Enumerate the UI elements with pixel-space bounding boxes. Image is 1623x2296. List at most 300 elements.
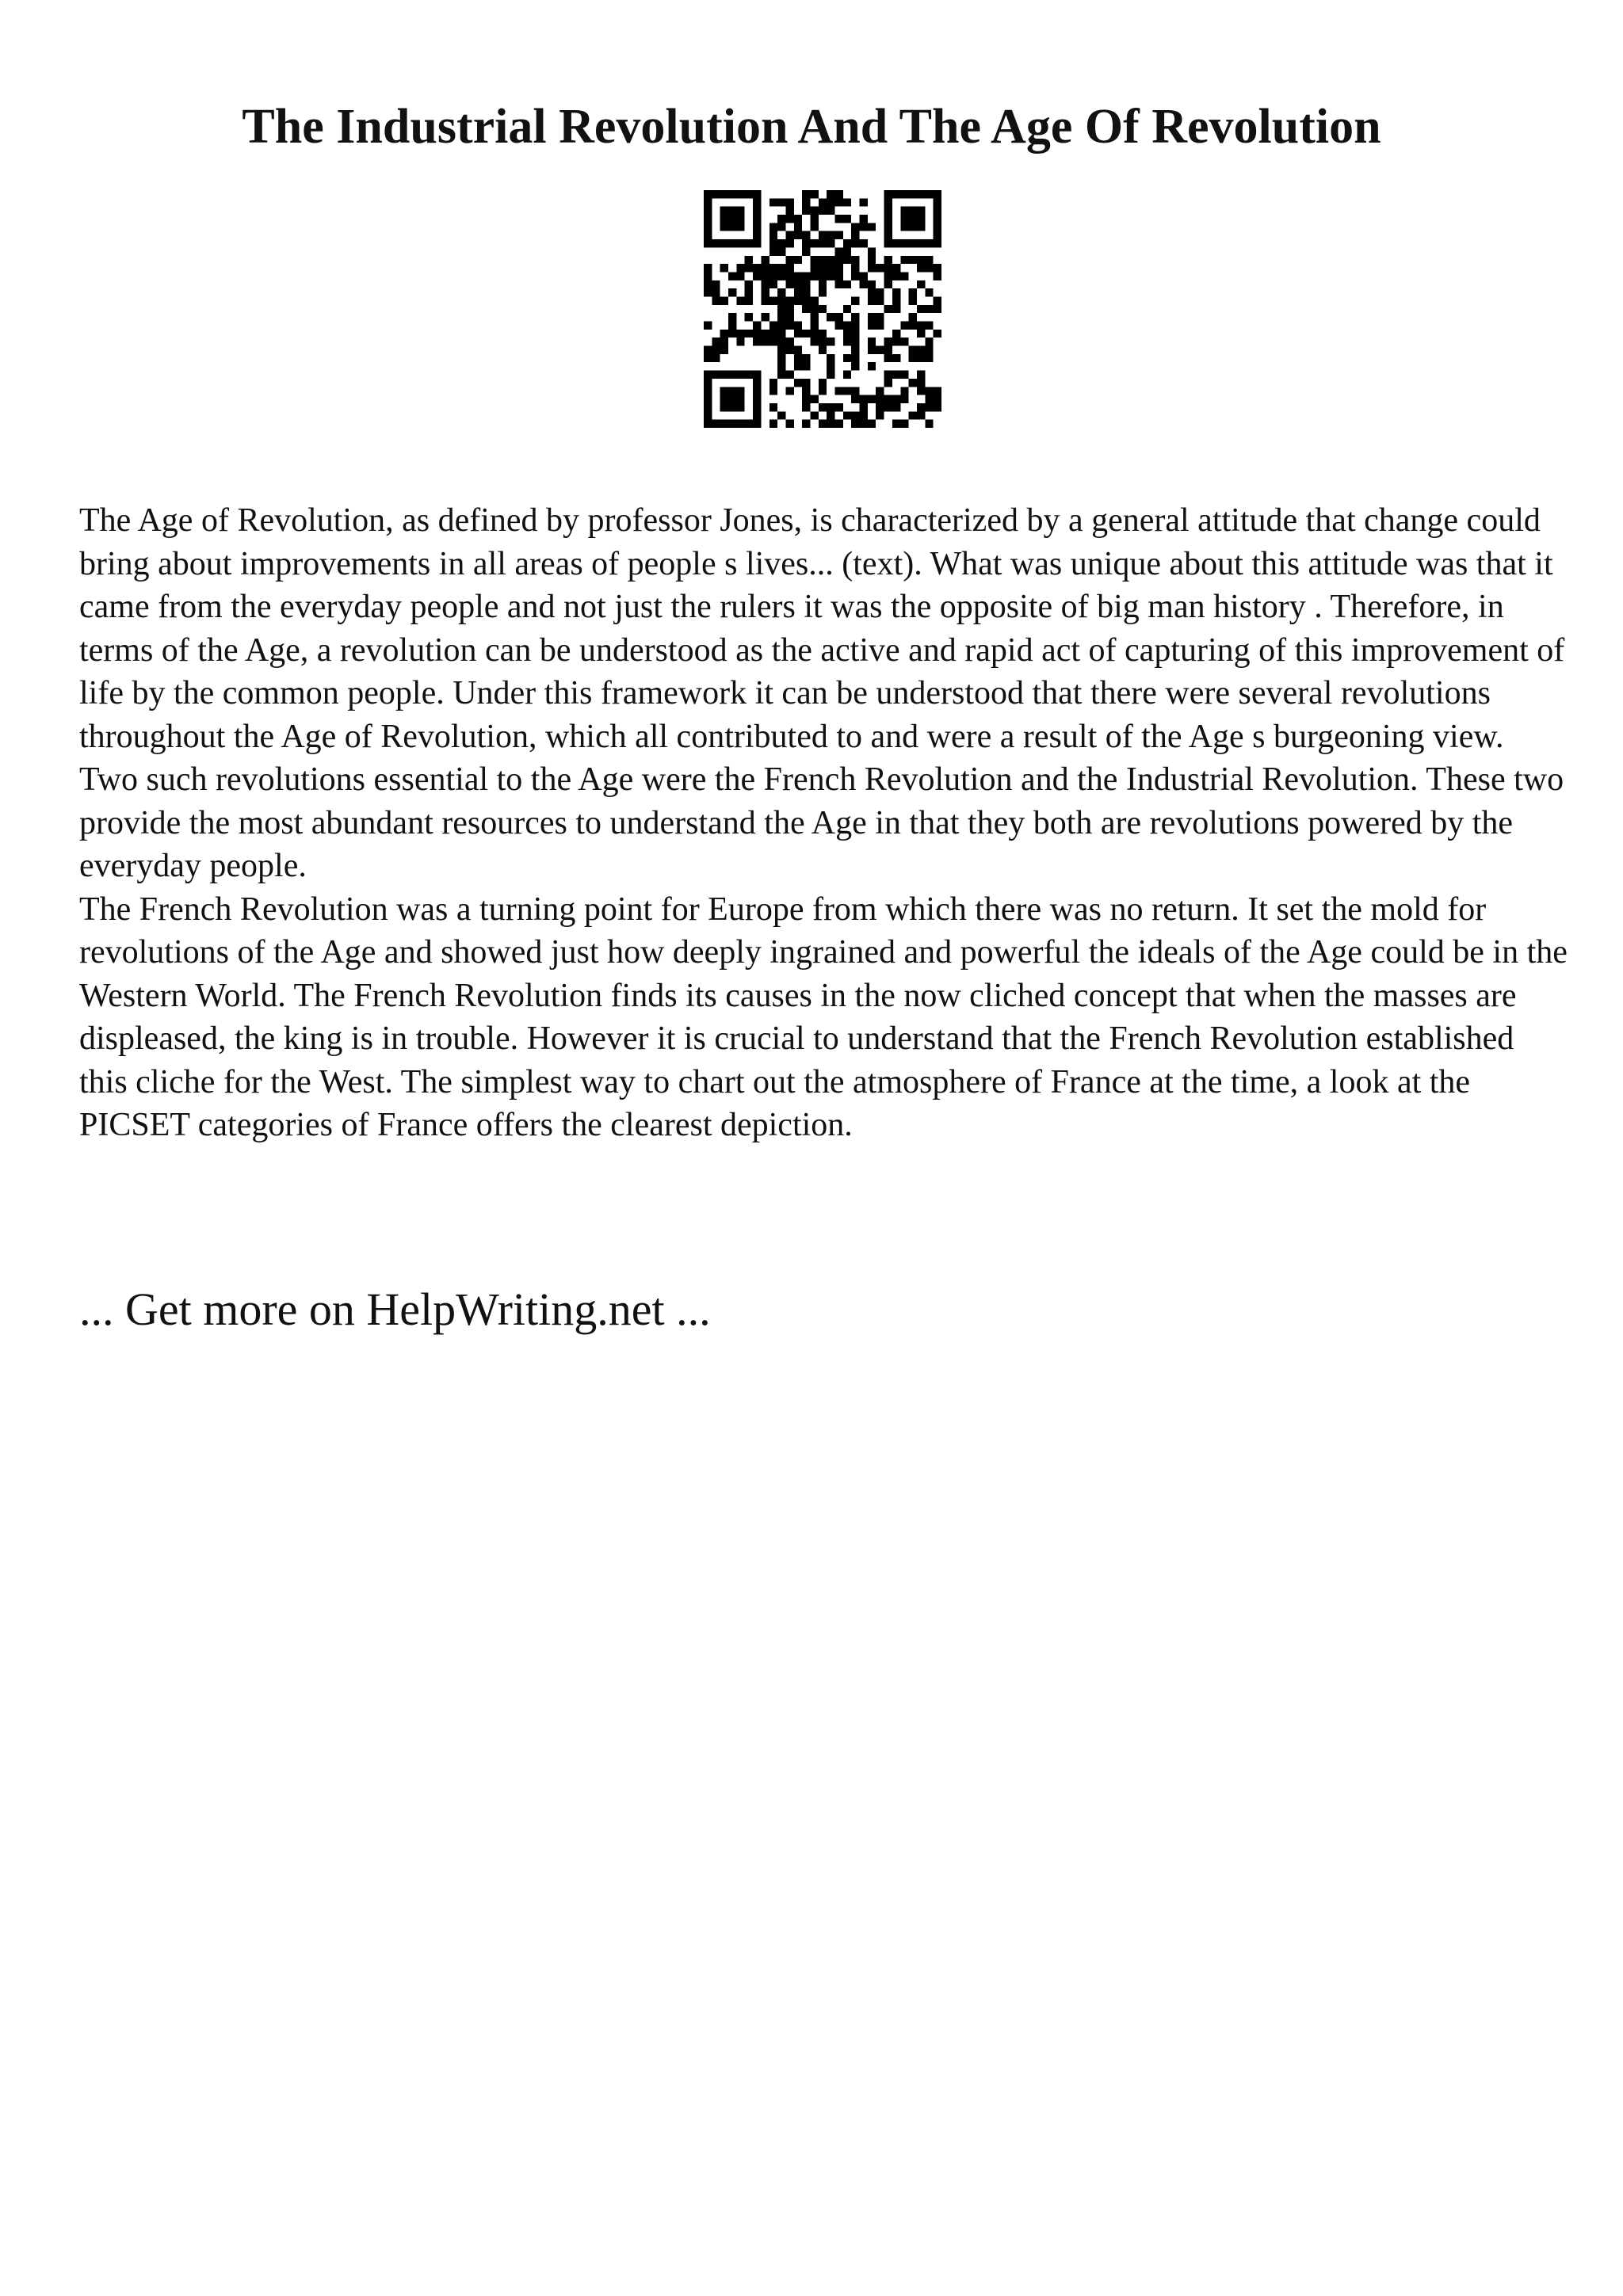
qr-module [892, 305, 900, 313]
qr-module [785, 207, 793, 215]
qr-module [819, 387, 827, 395]
qr-module [925, 395, 933, 403]
qr-module [704, 198, 712, 206]
qr-module [728, 239, 736, 247]
qr-module [851, 296, 859, 304]
qr-module [884, 207, 892, 215]
qr-module [827, 362, 834, 370]
qr-module [769, 403, 777, 411]
qr-module [819, 280, 827, 288]
qr-module [704, 207, 712, 215]
qr-module [794, 362, 802, 370]
qr-module [827, 411, 834, 419]
qr-module [851, 387, 859, 395]
qr-module [868, 346, 876, 354]
qr-module [810, 190, 818, 198]
qr-module [827, 338, 834, 345]
qr-module [753, 207, 761, 215]
qr-module [900, 223, 908, 231]
qr-module [704, 420, 712, 428]
qr-module [851, 420, 859, 428]
qr-module [835, 264, 843, 272]
qr-module [712, 371, 720, 379]
qr-module [819, 346, 827, 354]
qr-module [827, 239, 834, 247]
qr-module [728, 330, 736, 338]
qr-module [704, 215, 712, 223]
qr-module [785, 272, 793, 280]
qr-module [892, 272, 900, 280]
qr-module [712, 288, 720, 296]
qr-module [909, 411, 917, 419]
qr-module [736, 330, 744, 338]
qr-module [810, 305, 818, 313]
qr-module [728, 272, 736, 280]
qr-module [876, 395, 884, 403]
qr-module [843, 247, 851, 255]
qr-module [827, 256, 834, 264]
qr-module [868, 264, 876, 272]
qr-module [704, 354, 712, 362]
qr-module [851, 322, 859, 330]
qr-module [860, 411, 868, 419]
qr-module [876, 403, 884, 411]
qr-module [884, 239, 892, 247]
qr-module [712, 280, 720, 288]
qr-module [794, 215, 802, 223]
qr-module [736, 239, 744, 247]
qr-module [794, 330, 802, 338]
qr-module [802, 207, 810, 215]
qr-module [810, 322, 818, 330]
qr-module [868, 247, 876, 255]
qr-module [794, 296, 802, 304]
qr-module [769, 223, 777, 231]
qr-module [884, 231, 892, 239]
qr-module [761, 288, 769, 296]
qr-module [720, 215, 728, 223]
qr-module [769, 387, 777, 395]
qr-module [802, 296, 810, 304]
qr-module [917, 280, 925, 288]
qr-module [810, 330, 818, 338]
qr-module [753, 272, 761, 280]
qr-module [851, 231, 859, 239]
qr-code-graphic [704, 190, 941, 428]
qr-module [851, 411, 859, 419]
qr-module [728, 288, 736, 296]
qr-module [712, 296, 720, 304]
qr-module [827, 272, 834, 280]
qr-module [720, 403, 728, 411]
qr-module [736, 190, 744, 198]
qr-module [777, 305, 785, 313]
qr-module [777, 296, 785, 304]
qr-module [909, 190, 917, 198]
qr-module [892, 264, 900, 272]
qr-module [761, 280, 769, 288]
qr-module [917, 403, 925, 411]
qr-module [777, 313, 785, 321]
qr-module [802, 330, 810, 338]
qr-module [868, 420, 876, 428]
qr-module [827, 198, 834, 206]
qr-module [868, 313, 876, 321]
qr-module [900, 420, 908, 428]
qr-module [761, 330, 769, 338]
qr-module [917, 411, 925, 419]
qr-module [761, 272, 769, 280]
qr-module [860, 239, 868, 247]
qr-module [925, 322, 933, 330]
qr-module [704, 379, 712, 387]
qr-module [802, 387, 810, 395]
qr-module [860, 420, 868, 428]
qr-module [753, 223, 761, 231]
qr-module [925, 387, 933, 395]
qr-module [851, 239, 859, 247]
qr-module [843, 411, 851, 419]
qr-module [736, 395, 744, 403]
qr-module [777, 338, 785, 345]
qr-module [917, 305, 925, 313]
qr-module [802, 280, 810, 288]
qr-module [909, 379, 917, 387]
qr-module [745, 264, 753, 272]
qr-module [868, 288, 876, 296]
qr-module [712, 338, 720, 345]
qr-module [934, 223, 941, 231]
qr-module [827, 354, 834, 362]
qr-module [819, 198, 827, 206]
qr-module [802, 198, 810, 206]
qr-module [769, 247, 777, 255]
qr-module [753, 239, 761, 247]
qr-module [704, 346, 712, 354]
qr-module [704, 280, 712, 288]
qr-module [876, 387, 884, 395]
qr-module [794, 288, 802, 296]
qr-module [728, 322, 736, 330]
qr-module [909, 354, 917, 362]
qr-module [704, 411, 712, 419]
qr-module [851, 223, 859, 231]
qr-module [909, 322, 917, 330]
qr-module [819, 264, 827, 272]
qr-module [728, 207, 736, 215]
qr-module [810, 411, 818, 419]
qr-module [720, 371, 728, 379]
qr-module [810, 264, 818, 272]
qr-module [728, 403, 736, 411]
qr-module [802, 362, 810, 370]
qr-module [761, 296, 769, 304]
qr-module [860, 272, 868, 280]
qr-module [761, 313, 769, 321]
qr-module [785, 420, 793, 428]
qr-module [925, 264, 933, 272]
qr-module [753, 322, 761, 330]
qr-module [934, 403, 941, 411]
qr-module [835, 420, 843, 428]
qr-module [835, 247, 843, 255]
qr-module [769, 338, 777, 345]
qr-module [802, 354, 810, 362]
qr-module [835, 198, 843, 206]
qr-module [934, 330, 941, 338]
qr-module [802, 247, 810, 255]
qr-module [704, 371, 712, 379]
qr-module [720, 190, 728, 198]
qr-module [934, 305, 941, 313]
qr-module [704, 231, 712, 239]
qr-module [884, 223, 892, 231]
qr-module [884, 346, 892, 354]
qr-module [769, 264, 777, 272]
qr-module [925, 288, 933, 296]
qr-module [728, 223, 736, 231]
qr-module [860, 280, 868, 288]
qr-module [810, 215, 818, 223]
qr-module [835, 387, 843, 395]
qr-module [753, 371, 761, 379]
qr-module [720, 264, 728, 272]
qr-module [835, 313, 843, 321]
qr-module [827, 190, 834, 198]
qr-module [769, 330, 777, 338]
qr-module [900, 207, 908, 215]
qr-module [704, 387, 712, 395]
qr-module [868, 338, 876, 345]
qr-module [728, 395, 736, 403]
qr-module [917, 354, 925, 362]
qr-module [712, 190, 720, 198]
qr-module [819, 403, 827, 411]
qr-module [884, 354, 892, 362]
qr-module [736, 207, 744, 215]
qr-module [892, 354, 900, 362]
body-text [79, 499, 1569, 1147]
qr-module [761, 338, 769, 345]
qr-module [934, 395, 941, 403]
qr-module [884, 403, 892, 411]
page-title: The Industrial Revolution And The Age Of Revolution [242, 100, 1381, 154]
qr-module [785, 346, 793, 354]
qr-module [892, 288, 900, 296]
qr-module [876, 264, 884, 272]
qr-module [785, 198, 793, 206]
qr-module [712, 354, 720, 362]
qr-module [884, 305, 892, 313]
qr-module [900, 256, 908, 264]
qr-code-icon[interactable] [704, 190, 941, 428]
qr-module [827, 420, 834, 428]
qr-module [892, 190, 900, 198]
qr-module [934, 207, 941, 215]
qr-module [900, 215, 908, 223]
qr-module [785, 215, 793, 223]
qr-module [868, 280, 876, 288]
qr-module [745, 330, 753, 338]
qr-module [777, 239, 785, 247]
qr-module [810, 272, 818, 280]
qr-module [777, 247, 785, 255]
qr-module [777, 354, 785, 362]
qr-module [819, 256, 827, 264]
qr-module [884, 379, 892, 387]
qr-module [900, 387, 908, 395]
qr-module [736, 403, 744, 411]
qr-module [777, 288, 785, 296]
qr-module [753, 395, 761, 403]
qr-module [819, 207, 827, 215]
qr-module [728, 215, 736, 223]
qr-module [835, 231, 843, 239]
qr-module [835, 215, 843, 223]
qr-module [753, 190, 761, 198]
qr-module [917, 346, 925, 354]
get-more-link[interactable]: ... Get more on HelpWriting.net ... [79, 1283, 711, 1335]
qr-module [794, 354, 802, 362]
qr-module [909, 288, 917, 296]
qr-module [745, 256, 753, 264]
qr-module [934, 190, 941, 198]
qr-module [745, 296, 753, 304]
qr-module [777, 198, 785, 206]
qr-module [753, 198, 761, 206]
qr-module [843, 280, 851, 288]
qr-module [917, 322, 925, 330]
qr-module [736, 296, 744, 304]
qr-module [892, 403, 900, 411]
qr-module [843, 198, 851, 206]
qr-module [704, 223, 712, 231]
qr-module [917, 264, 925, 272]
qr-module [843, 322, 851, 330]
qr-module [777, 346, 785, 354]
qr-module [900, 322, 908, 330]
qr-module [843, 305, 851, 313]
qr-module [884, 272, 892, 280]
qr-module [925, 403, 933, 411]
qr-module [785, 296, 793, 304]
qr-module [802, 403, 810, 411]
qr-module [917, 379, 925, 387]
qr-module [769, 231, 777, 239]
qr-module [704, 239, 712, 247]
qr-module [810, 223, 818, 231]
qr-module [851, 354, 859, 362]
qr-module [835, 256, 843, 264]
qr-module [802, 288, 810, 296]
qr-module [835, 322, 843, 330]
qr-module [868, 362, 876, 370]
qr-module [851, 272, 859, 280]
qr-module [761, 256, 769, 264]
qr-module [777, 264, 785, 272]
qr-module [712, 239, 720, 247]
qr-module [925, 346, 933, 354]
qr-module [860, 223, 868, 231]
qr-module [728, 420, 736, 428]
qr-module [900, 239, 908, 247]
qr-module [704, 190, 712, 198]
qr-module [909, 207, 917, 215]
qr-module [876, 322, 884, 330]
qr-module [860, 395, 868, 403]
qr-module [745, 280, 753, 288]
qr-module [892, 330, 900, 338]
qr-module [843, 354, 851, 362]
qr-module [736, 272, 744, 280]
qr-module [769, 322, 777, 330]
qr-module [934, 198, 941, 206]
qr-module [704, 272, 712, 280]
qr-module [810, 296, 818, 304]
qr-module [819, 272, 827, 280]
qr-module [909, 239, 917, 247]
qr-module [720, 387, 728, 395]
qr-module [925, 338, 933, 345]
qr-module [917, 387, 925, 395]
qr-module [843, 387, 851, 395]
qr-module [843, 371, 851, 379]
qr-module [785, 387, 793, 395]
qr-module [819, 379, 827, 387]
qr-module [917, 239, 925, 247]
qr-module [785, 322, 793, 330]
qr-module [753, 215, 761, 223]
qr-module [794, 272, 802, 280]
qr-module [851, 346, 859, 354]
qr-module [843, 215, 851, 223]
qr-module [777, 362, 785, 370]
qr-module [884, 264, 892, 272]
qr-module [876, 411, 884, 419]
qr-module [876, 346, 884, 354]
qr-module [884, 198, 892, 206]
qr-module [802, 420, 810, 428]
qr-module [736, 420, 744, 428]
qr-module [925, 420, 933, 428]
qr-module [802, 231, 810, 239]
qr-module [753, 387, 761, 395]
qr-module [835, 280, 843, 288]
qr-module [753, 264, 761, 272]
qr-module [810, 395, 818, 403]
qr-module [736, 387, 744, 395]
qr-module [835, 403, 843, 411]
qr-module [753, 403, 761, 411]
qr-module [728, 387, 736, 395]
qr-module [934, 272, 941, 280]
qr-module [736, 264, 744, 272]
qr-module [900, 371, 908, 379]
qr-module [819, 420, 827, 428]
qr-module [745, 288, 753, 296]
qr-module [777, 215, 785, 223]
qr-module [802, 395, 810, 403]
qr-module [917, 207, 925, 215]
qr-module [934, 264, 941, 272]
qr-module [704, 403, 712, 411]
qr-module [917, 190, 925, 198]
qr-module [851, 256, 859, 264]
qr-module [900, 272, 908, 280]
qr-module [925, 239, 933, 247]
qr-module [769, 379, 777, 387]
qr-module [884, 338, 892, 345]
